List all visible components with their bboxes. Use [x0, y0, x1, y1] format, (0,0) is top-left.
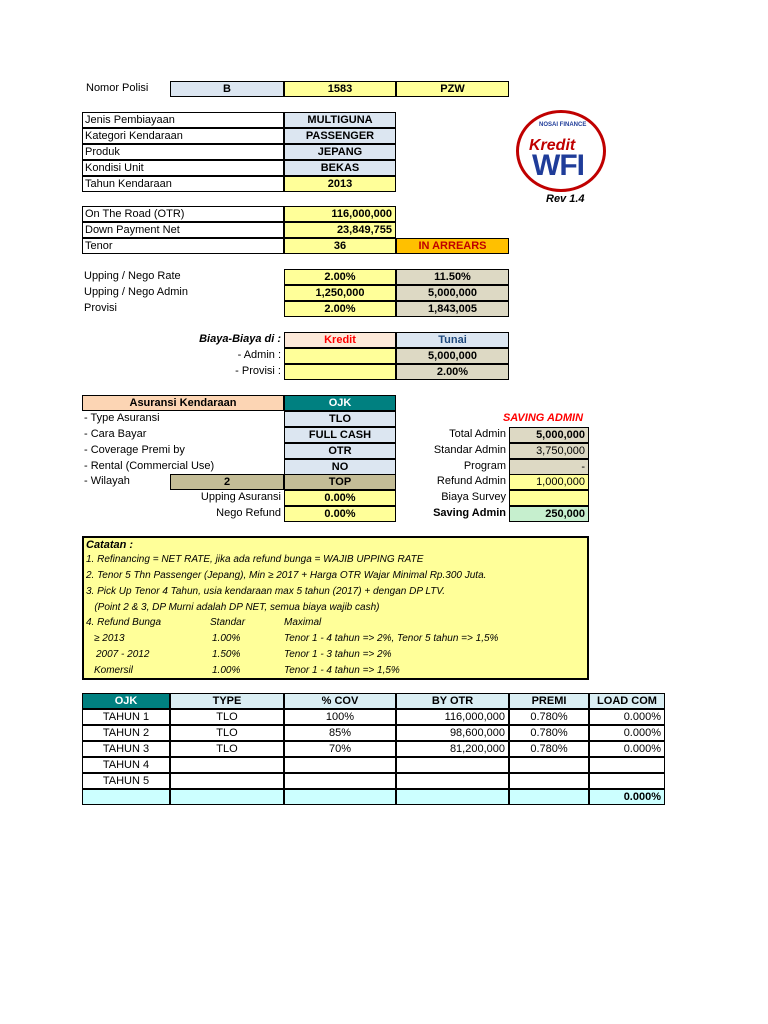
cara-bayar-label: - Cara Bayar [84, 428, 147, 440]
catatan-line-4: (Point 2 & 3, DP Murni adalah DP NET, semua biaya wajib cash) [86, 602, 380, 613]
tenor-label: Tenor [82, 238, 284, 254]
revision-label: Rev 1.4 [546, 193, 585, 205]
upping-asuransi-value[interactable]: 0.00% [284, 490, 396, 506]
type-asuransi-value[interactable]: TLO [284, 411, 396, 427]
table-total-cell-2 [170, 789, 284, 805]
biaya-provisi-label: - Provisi : [235, 365, 281, 377]
type-asuransi-label: - Type Asuransi [84, 412, 160, 424]
refund-row-2-max: Tenor 1 - 3 tahun => 2% [284, 649, 392, 660]
table-row-5-year: TAHUN 5 [82, 773, 170, 789]
dp-value[interactable]: 23,849,755 [284, 222, 396, 238]
tahun-kendaraan-value[interactable]: 2013 [284, 176, 396, 192]
refund-row-1-max: Tenor 1 - 4 tahun => 2%, Tenor 5 tahun => 1,5% [284, 633, 499, 644]
otr-value[interactable]: 116,000,000 [284, 206, 396, 222]
table-row-4-otr [396, 757, 509, 773]
upping-admin-value[interactable]: 1,250,000 [284, 285, 396, 301]
biaya-survey-value[interactable] [509, 490, 589, 506]
refund-row-2-standar: 1.50% [212, 649, 241, 660]
catatan-line-2: 2. Tenor 5 Thn Passenger (Jepang), Min ≥ 2017 + Harga OTR Wajar Minimal Rp.300 Juta. [86, 570, 487, 581]
nomor-polisi-label: Nomor Polisi [86, 82, 149, 94]
table-row-4-type [170, 757, 284, 773]
table-row-2-load: 0.000% [589, 725, 665, 741]
table-row-2-cov: 85% [284, 725, 396, 741]
table-row-3-premi: 0.780% [509, 741, 589, 757]
upping-asuransi-label: Upping Asuransi [200, 491, 281, 503]
table-header-by-otr: BY OTR [396, 693, 509, 709]
table-row-4-load [589, 757, 665, 773]
refund-admin-label: Refund Admin [436, 475, 506, 487]
program-label: Program [463, 460, 506, 472]
admin-total-value: 5,000,000 [396, 285, 509, 301]
provisi-total-value: 1,843,005 [396, 301, 509, 317]
saving-admin-value: 250,000 [509, 506, 589, 522]
catatan-line-3: 3. Pick Up Tenor 4 Tahun, usia kendaraan max 5 tahun (2017) + dengan DP LTV. [86, 586, 446, 597]
biaya-provisi-tunai-cell: 2.00% [396, 364, 509, 380]
table-row-3-year: TAHUN 3 [82, 741, 170, 757]
table-header-ojk: OJK [82, 693, 170, 709]
rental-label: - Rental (Commercial Use) [84, 460, 215, 472]
standar-admin-label: Standar Admin [433, 444, 506, 456]
table-row-1-load: 0.000% [589, 709, 665, 725]
wilayah-number[interactable]: 2 [170, 474, 284, 490]
biaya-provisi-kredit-cell[interactable] [284, 364, 396, 380]
table-row-3-type: TLO [170, 741, 284, 757]
otr-label: On The Road (OTR) [82, 206, 284, 222]
kondisi-unit-value[interactable]: BEKAS [284, 160, 396, 176]
wilayah-label: - Wilayah [84, 475, 130, 487]
upping-admin-label: Upping / Nego Admin [84, 286, 188, 298]
table-row-5-premi [509, 773, 589, 789]
table-row-3-cov: 70% [284, 741, 396, 757]
table-row-3-load: 0.000% [589, 741, 665, 757]
rate-total-value: 11.50% [396, 269, 509, 285]
kategori-kendaraan-value[interactable]: PASSENGER [284, 128, 396, 144]
kondisi-unit-label: Kondisi Unit [82, 160, 284, 176]
refund-bunga-title: 4. Refund Bunga [86, 617, 162, 628]
jenis-pembiayaan-label: Jenis Pembiayaan [82, 112, 284, 128]
produk-label: Produk [82, 144, 284, 160]
logo-kredit-text: Kredit [529, 137, 576, 154]
refund-admin-value[interactable]: 1,000,000 [509, 474, 589, 490]
table-row-2-otr: 98,600,000 [396, 725, 509, 741]
table-row-5-load [589, 773, 665, 789]
table-row-5-type [170, 773, 284, 789]
biaya-survey-label: Biaya Survey [441, 491, 506, 503]
refund-row-3-max: Tenor 1 - 4 tahun => 1,5% [284, 665, 400, 676]
biaya-admin-label: - Admin : [237, 349, 281, 361]
biaya-kredit-header: Kredit [284, 332, 396, 348]
logo-wfi-text: WFI [532, 149, 584, 182]
table-row-4-cov [284, 757, 396, 773]
table-row-4-premi [509, 757, 589, 773]
biaya-admin-kredit-cell[interactable] [284, 348, 396, 364]
table-row-1-otr: 116,000,000 [396, 709, 509, 725]
tenor-mode-cell[interactable]: IN ARREARS [396, 238, 509, 254]
catatan-title: Catatan : [86, 539, 134, 551]
kategori-kendaraan-label: Kategori Kendaraan [82, 128, 284, 144]
tahun-kendaraan-label: Tahun Kendaraan [82, 176, 284, 192]
wilayah-value[interactable]: TOP [284, 474, 396, 490]
upping-rate-value[interactable]: 2.00% [284, 269, 396, 285]
biaya-title: Biaya-Biaya di : [199, 333, 281, 345]
table-row-1-premi: 0.780% [509, 709, 589, 725]
provisi-value[interactable]: 2.00% [284, 301, 396, 317]
program-value: - [509, 459, 589, 475]
table-total-cell-4 [396, 789, 509, 805]
polisi-number-cell[interactable]: 1583 [284, 81, 396, 97]
table-row-2-premi: 0.780% [509, 725, 589, 741]
total-admin-value: 5,000,000 [509, 427, 589, 443]
table-header-load-com: LOAD COM [589, 693, 665, 709]
rental-value[interactable]: NO [284, 459, 396, 475]
coverage-premi-label: - Coverage Premi by [84, 444, 185, 456]
refund-row-1-year: ≥ 2013 [94, 633, 125, 644]
polisi-suffix-cell[interactable]: PZW [396, 81, 509, 97]
polisi-prefix-cell[interactable]: B [170, 81, 284, 97]
dp-label: Down Payment Net [82, 222, 284, 238]
provisi-label: Provisi [84, 302, 118, 314]
table-header-premi: PREMI [509, 693, 589, 709]
table-total-cell-5 [509, 789, 589, 805]
table-row-3-otr: 81,200,000 [396, 741, 509, 757]
table-row-1-year: TAHUN 1 [82, 709, 170, 725]
catatan-line-1: 1. Refinancing = NET RATE, jika ada refund bunga = WAJIB UPPING RATE [86, 554, 424, 565]
saving-admin-label: Saving Admin [433, 507, 506, 519]
table-row-4-year: TAHUN 4 [82, 757, 170, 773]
biaya-tunai-header: Tunai [396, 332, 509, 348]
produk-value[interactable]: JEPANG [284, 144, 396, 160]
table-total-cell-1 [82, 789, 170, 805]
saving-admin-title: SAVING ADMIN [502, 412, 584, 424]
tenor-value[interactable]: 36 [284, 238, 396, 254]
refund-row-3-year: Komersil [94, 665, 133, 676]
jenis-pembiayaan-value[interactable]: MULTIGUNA [284, 112, 396, 128]
table-row-1-type: TLO [170, 709, 284, 725]
table-row-1-cov: 100% [284, 709, 396, 725]
asuransi-ojk-header: OJK [284, 395, 396, 411]
table-row-5-cov [284, 773, 396, 789]
total-admin-label: Total Admin [449, 428, 506, 440]
refund-row-1-standar: 1.00% [212, 633, 241, 644]
refund-max-header: Maximal [284, 617, 322, 628]
table-total-cell-3 [284, 789, 396, 805]
nego-refund-label: Nego Refund [216, 507, 281, 519]
table-header-cov: % COV [284, 693, 396, 709]
refund-row-2-year: 2007 - 2012 [96, 649, 150, 660]
standar-admin-value: 3,750,000 [509, 443, 589, 459]
upping-rate-label: Upping / Nego Rate [84, 270, 181, 282]
biaya-admin-tunai-cell: 5,000,000 [396, 348, 509, 364]
refund-row-3-standar: 1.00% [212, 665, 241, 676]
coverage-premi-value[interactable]: OTR [284, 443, 396, 459]
nego-refund-value[interactable]: 0.00% [284, 506, 396, 522]
logo-brand-small: NOSAI FINANCE [539, 122, 587, 128]
table-row-2-year: TAHUN 2 [82, 725, 170, 741]
table-row-5-otr [396, 773, 509, 789]
kredit-wfi-logo [516, 110, 606, 192]
table-total-load-com: 0.000% [589, 789, 665, 805]
cara-bayar-value[interactable]: FULL CASH [284, 427, 396, 443]
asuransi-title: Asuransi Kendaraan [82, 395, 284, 411]
table-header-type: TYPE [170, 693, 284, 709]
refund-standar-header: Standar [210, 617, 246, 628]
table-row-2-type: TLO [170, 725, 284, 741]
